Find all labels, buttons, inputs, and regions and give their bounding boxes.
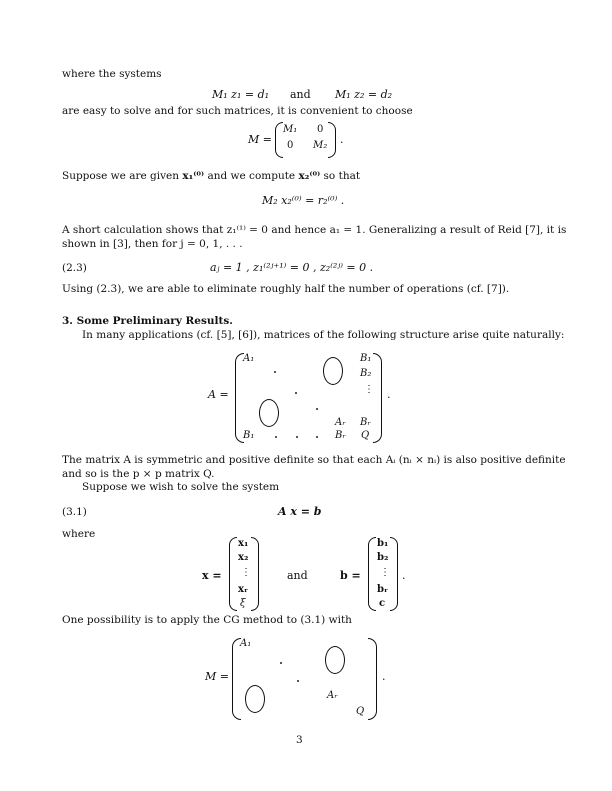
matrix-entry: Bᵣ: [360, 417, 371, 428]
text: Suppose we are given: [62, 170, 180, 182]
diag-dot: [274, 371, 276, 373]
equation-label: (2.3): [62, 262, 87, 274]
matrix-lhs: M =: [248, 133, 272, 146]
zero-block-circle: [259, 399, 279, 427]
period: .: [387, 388, 391, 401]
equation-and: and: [290, 88, 311, 101]
vector-entry: ⋮: [241, 567, 251, 578]
right-paren: [368, 638, 377, 720]
matrix-entry: Aᵣ: [335, 417, 346, 428]
equation: M₂ x₂⁽⁰⁾ = r₂⁽⁰⁾ .: [262, 194, 345, 207]
section-heading: 3. Some Preliminary Results.: [62, 315, 233, 327]
vector-entry: b₁: [377, 538, 389, 549]
paragraph: where the systems: [62, 68, 162, 80]
matrix-entry: Aᵣ: [327, 690, 338, 701]
vector-entry: bᵣ: [377, 584, 389, 595]
equation: aⱼ = 1 , z₁⁽²ʲ⁺¹⁾ = 0 , z₂⁽²ʲ⁾ = 0 .: [210, 261, 374, 274]
matrix-entry: B₁: [243, 430, 255, 441]
paragraph: One possibility is to apply the CG method to (3.1) with: [62, 614, 352, 626]
diag-dot: [295, 392, 297, 394]
matrix-entry: A₁: [240, 638, 252, 649]
right-paren: [328, 122, 336, 158]
matrix-entry: Q: [361, 430, 370, 441]
equation-left: M₁ z₁ = d₁: [212, 88, 270, 101]
matrix-entry: B₁: [360, 353, 372, 364]
matrix-entry: 0: [287, 140, 294, 151]
matrix-lhs: A =: [208, 388, 229, 401]
paragraph: are easy to solve and for such matrices, it is convenient to choose: [62, 105, 413, 117]
vector-entry: c: [379, 598, 386, 609]
matrix-entry: A₁: [243, 353, 255, 364]
diag-dot: [297, 680, 299, 682]
paragraph-line: A short calculation shows that z₁⁽¹⁾ = 0 and hence a₁ = 1. Generalizing a result of Reid [7], it is: [62, 224, 567, 236]
text: and we compute: [207, 170, 296, 182]
zero-block-circle: [323, 357, 343, 385]
paragraph: [62, 170, 360, 183]
paragraph: Suppose we wish to solve the system: [82, 481, 280, 493]
matrix-lhs: M =: [205, 670, 229, 683]
diag-dot: [316, 408, 318, 410]
vdots: ⋮: [364, 384, 374, 395]
matrix-entry: M₁: [283, 124, 298, 135]
text: so that: [323, 170, 361, 182]
paragraph: where: [62, 528, 96, 540]
equation: A x = b: [278, 505, 322, 518]
paragraph: Using (2.3), we are able to eliminate roughly half the number of operations (cf. [7]).: [62, 283, 510, 295]
right-paren: [390, 537, 398, 611]
matrix-entry: 0: [317, 124, 324, 135]
vector-entry: ⋮: [380, 567, 390, 578]
matrix-entry: M₂: [313, 140, 328, 151]
zero-block-circle: [245, 685, 265, 713]
paragraph-line: and so is the p × p matrix Q.: [62, 468, 215, 480]
vector-entry: b₂: [377, 552, 389, 563]
diag-dot: [280, 662, 282, 664]
row-dot: [316, 436, 318, 438]
period: .: [340, 133, 344, 146]
vector-entry: x₂: [238, 552, 249, 563]
row-dot: [296, 436, 298, 438]
paragraph-line: shown in [3], then for j = 0, 1, . . .: [62, 238, 243, 250]
matrix-entry: Bᵣ: [335, 430, 346, 441]
left-paren: [229, 537, 237, 611]
matrix-entry: B₂: [360, 368, 372, 379]
left-paren: [232, 638, 241, 720]
vector-entry: x₁: [238, 538, 249, 549]
equation-label: (3.1): [62, 506, 87, 518]
vector-lhs: b =: [340, 569, 361, 582]
vector-entry: ξ: [240, 598, 246, 609]
and-text: and: [287, 569, 308, 582]
zero-block-circle: [325, 646, 345, 674]
right-paren: [373, 353, 382, 443]
math: x₂⁽⁰⁾: [298, 170, 321, 182]
vector-lhs: x =: [202, 569, 222, 582]
math: x₁⁽⁰⁾: [182, 170, 205, 182]
equation-right: M₁ z₂ = d₂: [335, 88, 393, 101]
matrix-entry: Q: [356, 706, 365, 717]
left-paren: [275, 122, 283, 158]
vector-entry: xᵣ: [238, 584, 249, 595]
paragraph-line: The matrix A is symmetric and positive definite so that each Aᵢ (nᵢ × nᵢ) is also positive definite: [62, 454, 566, 466]
page-number: 3: [296, 734, 303, 746]
right-paren: [251, 537, 259, 611]
left-paren: [368, 537, 376, 611]
period: .: [402, 569, 406, 582]
row-dot: [275, 436, 277, 438]
period: .: [382, 670, 386, 683]
paragraph: In many applications (cf. [5], [6]), matrices of the following structure arise quite naturally:: [82, 329, 565, 341]
